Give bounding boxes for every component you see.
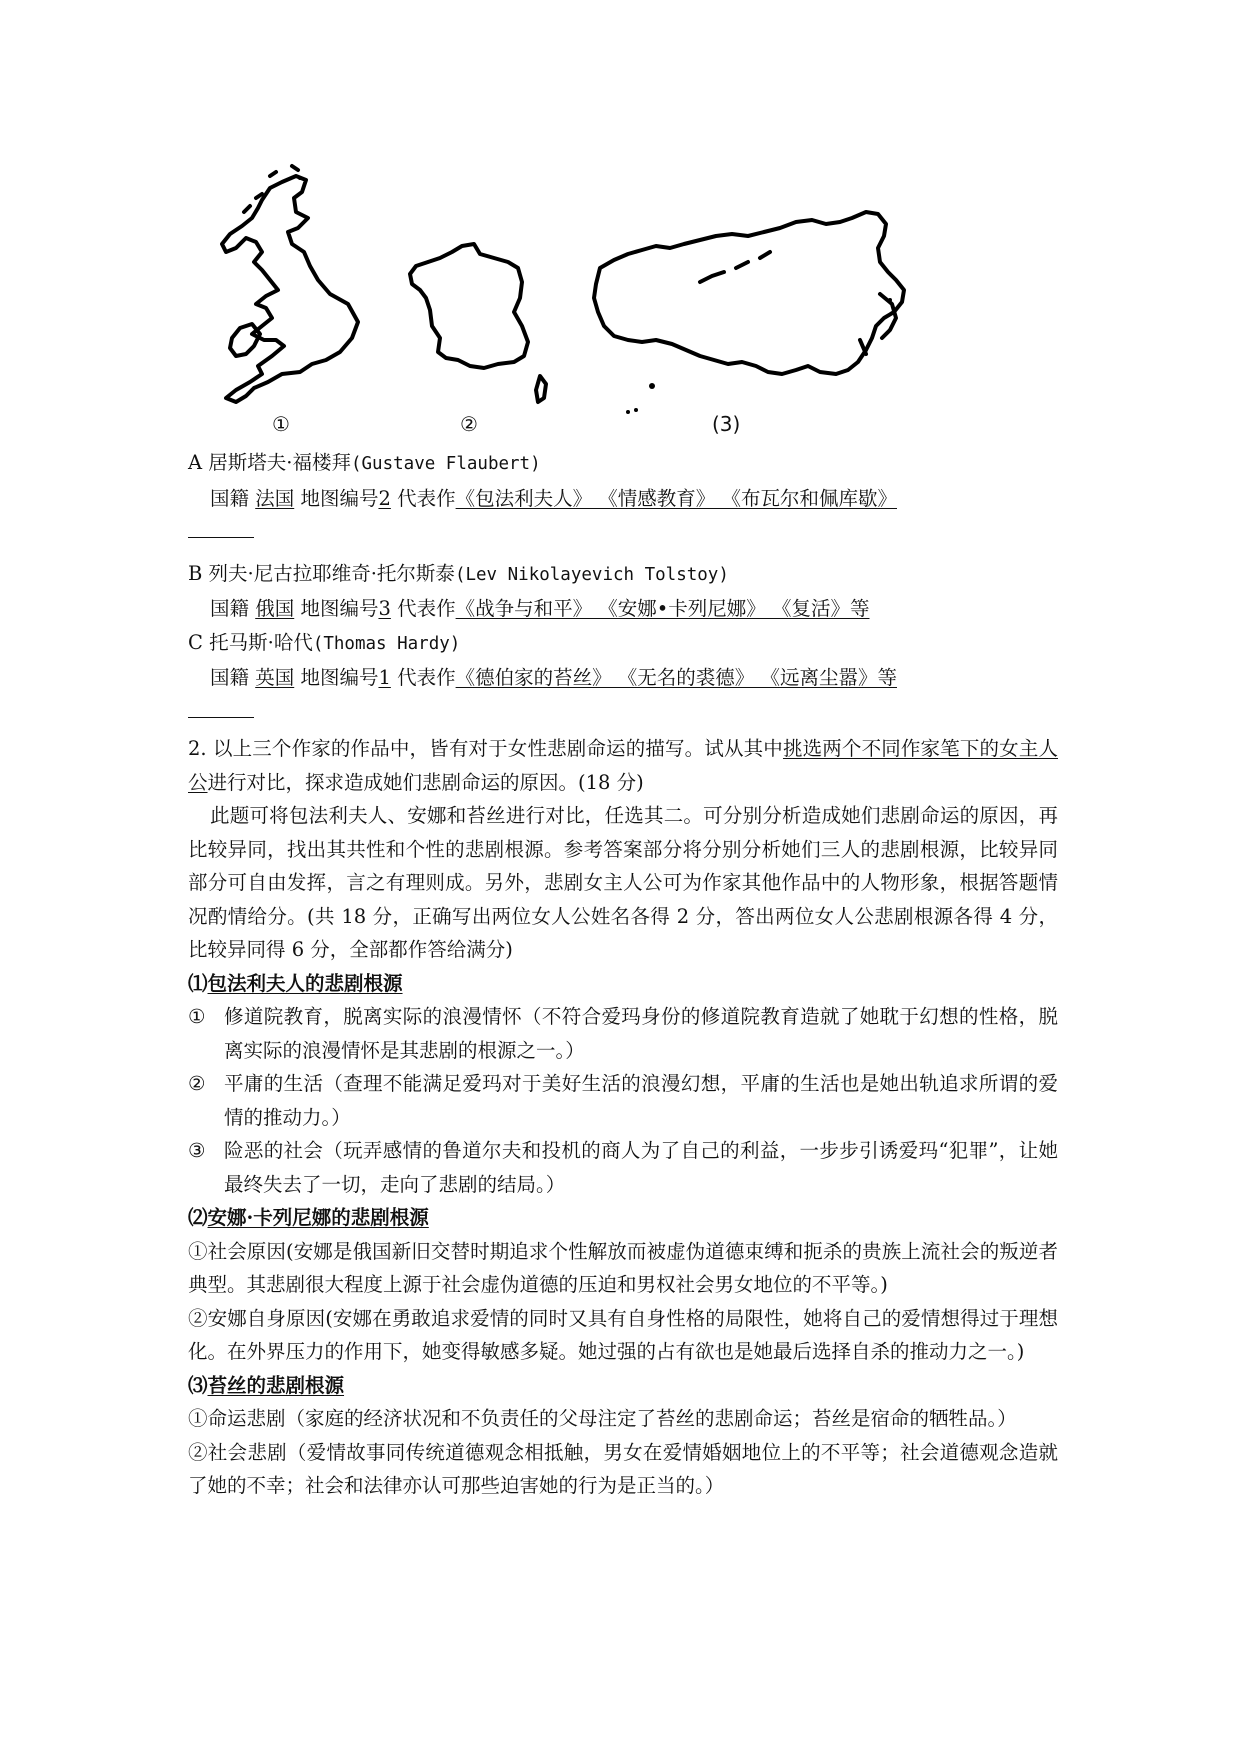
section-2-heading: ⑵安娜·卡列尼娜的悲剧根源 [188,1206,429,1229]
map-2-france-outline [410,244,528,368]
section-1-item-2: ② 平庸的生活（查理不能满足爱玛对于美好生活的浪漫幻想，平庸的生活也是她出轨追求所谓的爱情的推动力。） [188,1072,1058,1129]
question-2-emphasis: 挑选两个不同作家笔下的女主人公 [188,737,1058,794]
section-1-item-3: ③ 险恶的社会（玩弄感情的鲁道尔夫和投机的商人为了自己的利益，一步步引诱爱玛“犯罪”，让她最终失去了一切，走向了悲剧的结局。） [188,1139,1058,1196]
section-2-item-2: ②安娜自身原因(安娜在勇敢追求爱情的同时又具有自身性格的局限性，她将自己的爱情想得过于理想化。在外界压力的作用下，她变得敏感多疑。她过强的占有欲也是她最后选择自杀的推动力之一。) [188,1306,1058,1363]
author-a-nationality: 法国 [255,486,295,510]
author-a-map-no: 2 [378,486,391,510]
section-2-item-1: ①社会原因(安娜是俄国新旧交替时期追求个性解放而被虚伪道德束缚和扼杀的贵族上流社会的叛逆者典型。其悲剧很大程度上源于社会虚伪道德的压迫和男权社会男女地位的不平等。) [188,1239,1058,1296]
author-c-blank-line [188,695,1058,729]
section-1-item-1: ① 修道院教育，脱离实际的浪漫情怀（不符合爱玛身份的修道院教育造就了她耽于幻想的性格，脱离实际的浪漫情怀是其悲剧的根源之一。） [188,1005,1058,1062]
author-b-details: 国籍 俄国 地图编号3 代表作《战争与和平》 《安娜•卡列尼娜》 《复活》等 [210,597,870,620]
document-body [188,446,1058,1503]
map-label-2: ② [460,412,478,436]
section-3-heading: ⑶苔丝的悲剧根源 [188,1373,345,1397]
section-1-heading: ⑴包法利夫人的悲剧根源 [188,971,403,995]
map-label-1: ① [272,412,290,436]
author-b-nationality: 俄国 [255,597,295,620]
author-c-title: C 托马斯·哈代(Thomas Hardy) [188,630,461,654]
country-outline-maps [0,0,1241,440]
author-c-works: 《德伯家的苔丝》 《无名的裘德》 《远离尘嚣》等 [455,666,897,689]
author-b-map-no: 3 [378,597,391,620]
author-a-title: A 居斯塔夫·福楼拜(Gustave Flaubert) [188,451,541,474]
author-a-details: 国籍 法国 地图编号2 代表作《包法利夫人》 《情感教育》 《布瓦尔和佩库歇》 [210,486,897,510]
map-figure [0,0,1241,440]
map-label-3: (3) [712,412,741,436]
author-c-nationality: 英国 [255,666,295,689]
map-1-britain-outline [222,176,358,402]
answer-intro: 此题可将包法利夫人、安娜和苔丝进行对比，任选其二。可分别分析造成她们悲剧命运的原因，再比较异同，找出其共性和个性的悲剧根源。参考答案部分将分别分析她们三人的悲剧根源，比较异同部分可自由发挥，言之有理则成。另外，悲剧女主人公可为作家其他作品中的人物形象，根据答题情况酌情给分。(共 18 分，正确写出两位女人公姓名各得 2 分，答出两位女人公悲剧根源各得 4 分，比较异同得 6 分，全部都作答给满分) [188,804,1058,961]
map-1-ireland-outline [230,324,260,356]
section-3-item-1: ①命运悲剧（家庭的经济状况和不负责任的父母注定了苔丝的悲剧命运；苔丝是宿命的牺牲品。） [188,1407,1017,1430]
author-c-details: 国籍 英国 地图编号1 代表作《德伯家的苔丝》 《无名的裘德》 《远离尘嚣》等 [210,666,897,689]
map-3-russia-outline [594,212,904,374]
author-b-title: B 列夫·尼古拉耶维奇·托尔斯泰(Lev Nikolayevich Tolstoy) [188,561,729,585]
author-a-blank-line [188,515,1058,549]
map-3-northern-islands [700,252,770,282]
question-2: 2. 以上三个作家的作品中，皆有对于女性悲剧命运的描写。试从其中挑选两个不同作家笔下的女主人公进行对比，探求造成她们悲剧命运的原因。(18 分) [188,737,1058,794]
author-b-works: 《战争与和平》 《安娜•卡列尼娜》 《复活》等 [455,597,870,620]
author-a-works: 《包法利夫人》 《情感教育》 《布瓦尔和佩库歇》 [455,486,897,510]
author-c-map-no: 1 [378,666,391,689]
map-2-corsica-outline [536,376,546,402]
section-3-item-2: ②社会悲剧（爱情故事同传统道德观念相抵触，男女在爱情婚姻地位上的不平等；社会道德观念造就了她的不幸；社会和法律亦认可那些迫害她的行为是正当的。） [188,1440,1058,1497]
